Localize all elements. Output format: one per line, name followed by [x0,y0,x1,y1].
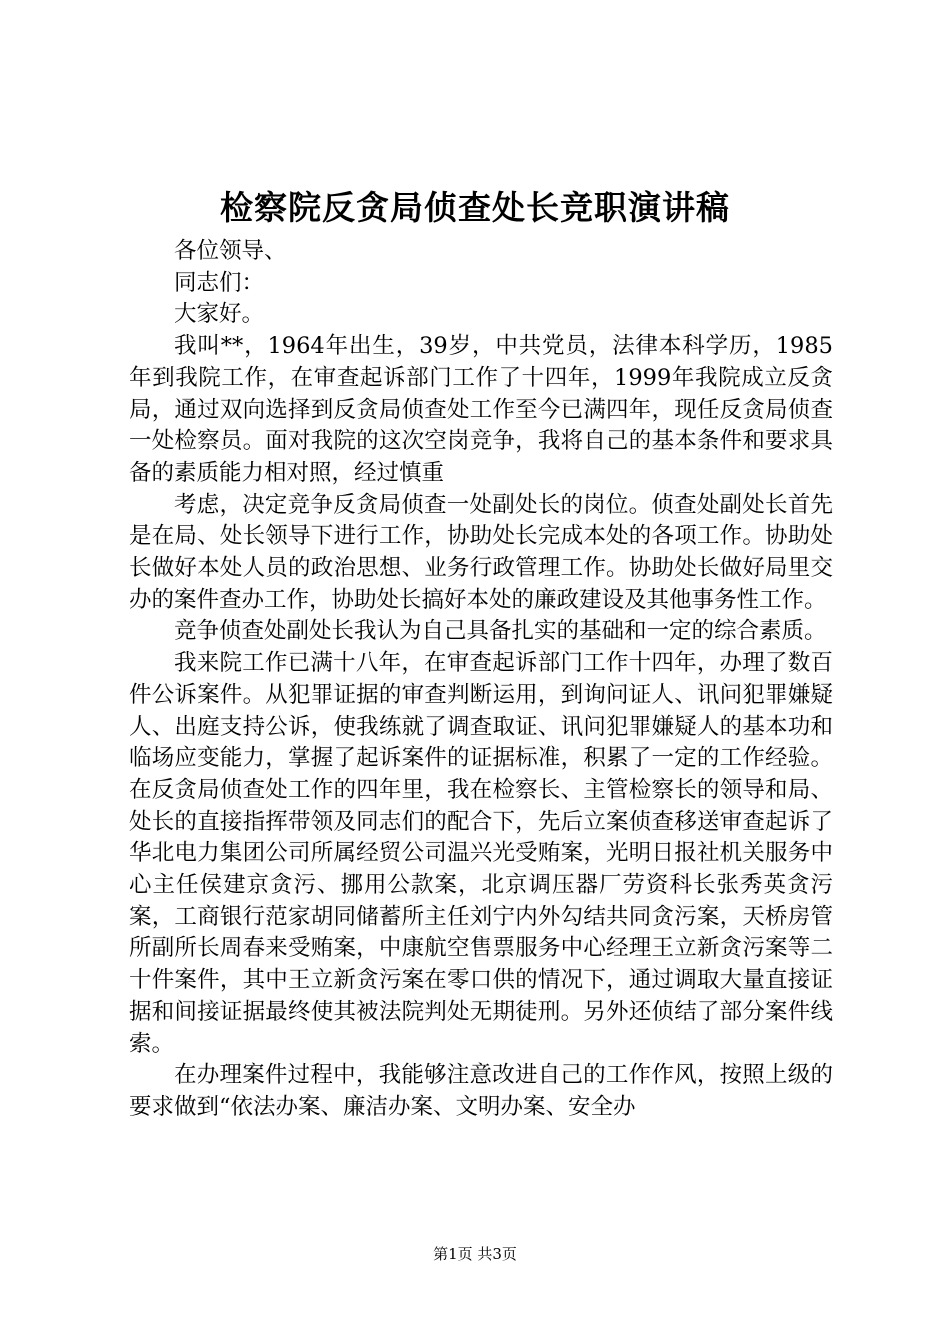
document-body [129,236,833,1124]
page-number-footer: 第1页 共3页 [433,1245,517,1263]
body-paragraph: 竞争侦查处副处长我认为自己具备扎实的基础和一定的综合素质。 [174,618,827,645]
salutation-line: 各位领导、 [174,238,287,264]
body-paragraph: 我来院工作已满十八年，在审查起诉部门工作十四年，办理了数百件公诉案件。从犯罪证据的审查判断运用，到询问证人、讯问犯罪嫌疑人、出庭支持公诉，使我练就了调查取证、讯问犯罪嫌疑人的基本功和临场应变能力，掌握了起诉案件的证据标准，积累了一定的工作经验。在反贪局侦查处工作的四年里，我在检察长、主管检察长的领导和局、处长的直接指挥带领及同志们的配合下，先后立案侦查移送审查起诉了华北电力集团公司所属经贸公司温兴光受贿案，光明日报社机关服务中心主任侯建京贪污、挪用公款案，北京调压器厂劳资科长张秀英贪污案，工商银行范家胡同储蓄所主任刘宁内外勾结共同贪污案，天桥房管所副所长周春来受贿案，中康航空售票服务中心经理王立新贪污案等二十件案件，其中王立新贪污案在零口供的情况下，通过调取大量直接证据和间接证据最终使其被法院判处无期徒刑。另外还侦结了部分案件线索。 [129,650,833,1057]
body-paragraph: 我叫**，1964年出生，39岁，中共党员，法律本科学历，1985年到我院工作，在审查起诉部门工作了十四年，1999年我院成立反贪局，通过双向选择到反贪局侦查处工作至今已满四年，现任反贪局侦查一处检察员。面对我院的这次空岗竞争，我将自己的基本条件和要求具备的素质能力相对照，经过慎重 [129,333,833,486]
salutation-line: 大家好。 [174,301,265,328]
salutation-line: 同志们： [174,269,265,296]
body-paragraph: 在办理案件过程中，我能够注意改进自己的工作作风，按照上级的要求做到“依法办案、廉洁办案、文明办案、安全办 [129,1062,833,1120]
body-paragraph: 考虑，决定竞争反贪局侦查一处副处长的岗位。侦查处副处长首先是在局、处长领导下进行工作，协助处长完成本处的各项工作。协助处长做好本处人员的政治思想、业务行政管理工作。协助处长做好局里交办的案件查办工作，协助处长搞好本处的廉政建设及其他事务性工作。 [129,491,833,613]
document-title: 检察院反贪局侦查处长竞职演讲稿 [220,188,730,227]
